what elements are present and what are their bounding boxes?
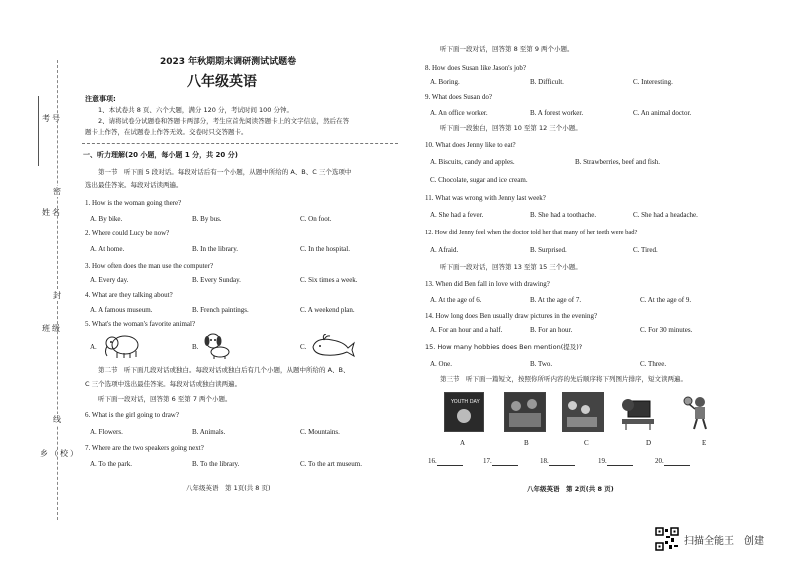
note-2: 2、请将试卷分试题卷和答题卡两部分，考生应首先阅读答题卡上的文字信息，然后在答: [98, 117, 350, 125]
elephant-icon: [100, 332, 144, 360]
part2-instruction-cont: C 三个选项中选出最佳答案。每段对话或独白读两遍。: [85, 380, 242, 388]
divider: [82, 143, 398, 144]
seal-mark-xian: 线: [53, 415, 63, 424]
answer-18[interactable]: [540, 457, 575, 466]
table-shape: [509, 413, 541, 427]
q5-stem: 5. What's the woman's favorite animal?: [85, 320, 196, 328]
picture-label-d: D: [646, 439, 652, 447]
subject-title: 八年级英语: [187, 74, 257, 90]
q8-option-c: C. Interesting.: [633, 78, 673, 86]
q6-option-c: C. Mountains.: [300, 428, 340, 436]
whale-icon: [310, 334, 356, 358]
q2-option-b: B. In the library.: [192, 245, 239, 253]
seal-mark-mi: 密: [53, 187, 63, 196]
answer-20[interactable]: [655, 457, 690, 466]
q5-option-c: C.: [300, 343, 307, 351]
listen-8-9-instruction: 听下面一段对话，回答第 8 至第 9 两个小题。: [440, 45, 574, 53]
q1-stem: 1. How is the woman going there?: [85, 199, 182, 207]
picture-label-a: A: [460, 439, 466, 447]
q11-option-b: B. She had a toothache.: [530, 211, 597, 219]
q2-option-c: C. In the hospital.: [300, 245, 350, 253]
classroom-picture: [562, 392, 604, 432]
q10-option-b: B. Strawberries, beef and fish.: [575, 158, 660, 166]
listen-13-15-instruction: 听下面一段对话，回答第 13 至第 15 三个小题。: [440, 263, 582, 271]
part2-instruction: 第二节 听下面几段对话或独白。每段对话或独白后有几个小题，从题中所给的 A、B、: [98, 366, 350, 374]
q7-option-b: B. To the library.: [192, 460, 240, 468]
q9-stem: 9. What does Susan do?: [425, 93, 492, 101]
person-icon: [527, 399, 537, 409]
q5-option-a: A.: [90, 343, 97, 351]
scanner-watermark: 扫描全能王 创建: [684, 536, 764, 547]
q11-stem: 11. What was wrong with Jenny last week?: [425, 194, 546, 202]
footer-left: 八年级英语 第 1页(共 8 页): [186, 484, 271, 492]
q1-option-a: A. By bike.: [90, 215, 123, 223]
q13-option-b: B. At the age of 7.: [530, 296, 582, 304]
qr-code-icon: [655, 527, 679, 551]
answer-16-label: 16.: [428, 457, 437, 465]
q3-stem: 3. How often does the man use the computer?: [85, 262, 214, 270]
answer-16[interactable]: [428, 457, 463, 466]
part3-instruction: 第三节 听下面一篇短文，按照你所听内容的先后顺序将下列图片排序，短文读两遍。: [440, 375, 687, 383]
basketball-picture: [680, 393, 720, 431]
picture-label-c: C: [584, 439, 589, 447]
family-picture: [504, 392, 546, 432]
q4-option-a: A. A famous museum.: [90, 306, 153, 314]
q10-option-c: C. Chocolate, sugar and ice cream.: [430, 176, 528, 184]
q11-option-a: A. She had a fever.: [430, 211, 484, 219]
q9-option-a: A. An office worker.: [430, 109, 488, 117]
q2-stem: 2. Where could Lucy be now?: [85, 229, 170, 237]
answer-17-label: 17.: [483, 457, 492, 465]
desk-shape: [567, 417, 597, 427]
q4-stem: 4. What are they talking about?: [85, 291, 173, 299]
answer-19[interactable]: [598, 457, 633, 466]
footer-right: 八年级英语 第 2页(共 8 页): [527, 485, 614, 493]
picture-label-e: E: [702, 439, 707, 447]
q15-stem: 15. How many hobbies does Ben mention(提及)?: [425, 343, 583, 351]
q12-option-b: B. Surprised.: [530, 246, 567, 254]
exam-title: 2023 年秋期期末调研测试试题卷: [160, 57, 297, 67]
q11-option-c: C. She had a headache.: [633, 211, 698, 219]
q14-stem: 14. How long does Ben usually draw pictures in the evening?: [425, 312, 598, 320]
q7-option-a: A. To the park.: [90, 460, 132, 468]
q3-option-c: C. Six times a week.: [300, 276, 358, 284]
listen-6-7-instruction: 听下面一段对话，回答第 6 至第 7 两个小题。: [98, 395, 232, 403]
q8-option-a: A. Boring.: [430, 78, 460, 86]
youth-day-picture: [444, 392, 484, 432]
q9-option-c: C. An animal doctor.: [633, 109, 692, 117]
q2-option-a: A. At home.: [90, 245, 125, 253]
q14-option-b: B. For an hour.: [530, 326, 573, 334]
q3-option-b: B. Every Sunday.: [192, 276, 241, 284]
part1-instruction-cont: 选出最佳答案。每段对话读两遍。: [85, 181, 183, 189]
q14-option-c: C. For 30 minutes.: [640, 326, 693, 334]
q12-stem: 12. How did Jenny feel when the doctor told her that many of her teeth were bad?: [425, 229, 638, 236]
q13-option-a: A. At the age of 6.: [430, 296, 482, 304]
q8-stem: 8. How does Susan like Jason's job?: [425, 64, 527, 72]
q8-option-b: B. Difficult.: [530, 78, 564, 86]
q6-option-b: B. Animals.: [192, 428, 226, 436]
q5-option-b: B.: [192, 343, 199, 351]
class-label: 班级: [42, 324, 62, 333]
q10-stem: 10. What does Jenny like to eat?: [425, 141, 516, 149]
note-2-cont: 题卡上作答，在试题卷上作答无效。交卷时只交答题卡。: [85, 128, 248, 136]
exam-number-label: 考号: [42, 114, 62, 123]
q10-option-a: A. Biscuits, candy and apples.: [430, 158, 515, 166]
q4-option-b: B. French paintings.: [192, 306, 249, 314]
seal-mark-feng: 封: [53, 291, 63, 300]
q13-option-c: C. At the age of 9.: [640, 296, 692, 304]
q15-option-c: C. Three.: [640, 360, 667, 368]
q1-option-b: B. By bus.: [192, 215, 222, 223]
q14-option-a: A. For an hour and a half.: [430, 326, 503, 334]
q12-option-a: A. Afraid.: [430, 246, 459, 254]
person-icon: [581, 405, 590, 414]
binding-line: [38, 96, 39, 166]
notes-heading: 注意事项:: [85, 95, 116, 103]
picture-label-b: B: [524, 439, 529, 447]
section1-heading: 一、听力理解(20 小题，每小题 1 分，共 20 分): [83, 151, 238, 159]
answer-19-label: 19.: [598, 457, 607, 465]
person-icon: [457, 409, 471, 423]
q1-option-c: C. On foot.: [300, 215, 332, 223]
youth-day-text: YOUTH DAY: [451, 399, 480, 405]
listen-10-12-instruction: 听下面一段独白，回答第 10 至第 12 三个小题。: [440, 124, 582, 132]
person-icon: [568, 401, 577, 410]
q4-option-c: C. A weekend plan.: [300, 306, 355, 314]
q7-option-c: C. To the art museum.: [300, 460, 362, 468]
q6-stem: 6. What is the girl going to draw?: [85, 411, 179, 419]
answer-18-label: 18.: [540, 457, 549, 465]
q7-stem: 7. Where are the two speakers going next?: [85, 444, 204, 452]
name-label: 姓名: [42, 208, 62, 217]
q15-option-b: B. Two.: [530, 360, 553, 368]
q3-option-a: A. Every day.: [90, 276, 129, 284]
computer-study-picture: [618, 393, 658, 431]
person-icon: [511, 401, 521, 411]
answer-20-label: 20.: [655, 457, 664, 465]
q9-option-b: B. A forest worker.: [530, 109, 584, 117]
township-label: 乡（校）: [40, 449, 80, 458]
note-1: 1、本试卷共 8 页、六个大题，满分 120 分，考试时间 100 分钟。: [98, 106, 293, 114]
dog-icon: [203, 332, 233, 360]
part1-instruction: 第一节 听下面 5 段对话。每段对话后有一个小题，从题中所给的 A、B、C 三个选项中: [98, 168, 352, 176]
q13-stem: 13. When did Ben fall in love with drawing?: [425, 280, 550, 288]
q6-option-a: A. Flowers.: [90, 428, 123, 436]
q15-option-a: A. One.: [430, 360, 452, 368]
answer-17[interactable]: [483, 457, 518, 466]
q12-option-c: C. Tired.: [633, 246, 658, 254]
